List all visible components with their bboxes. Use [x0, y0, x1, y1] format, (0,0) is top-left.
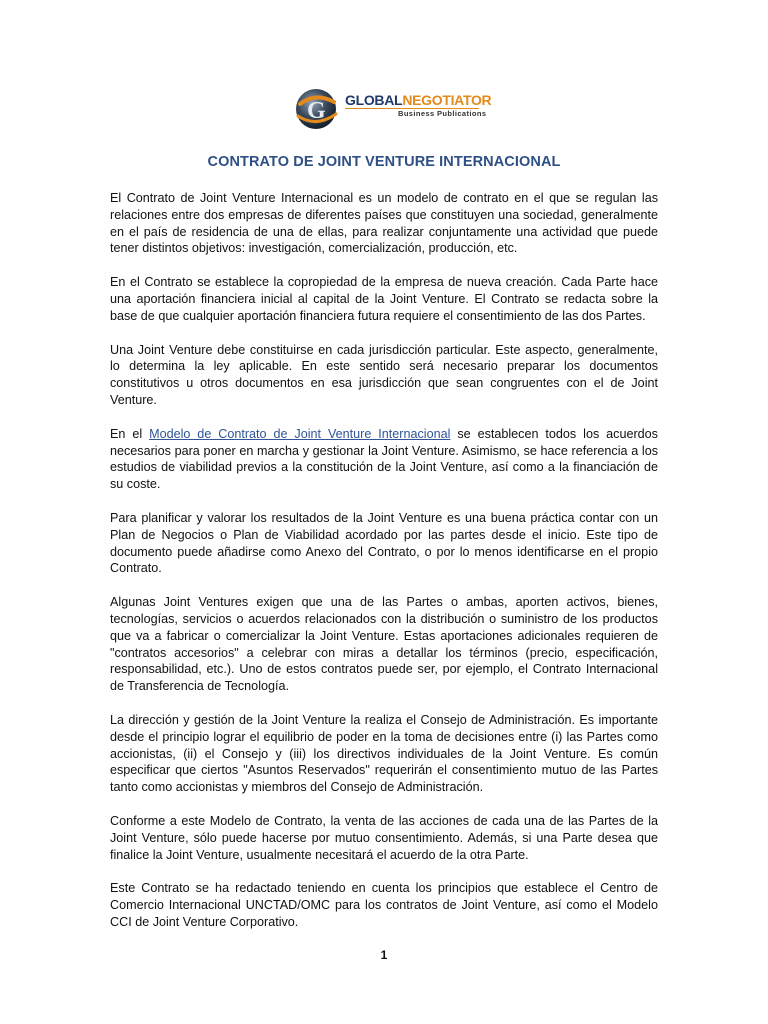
svg-text:G: G: [307, 98, 326, 124]
paragraph-5: Para planificar y valorar los resultados de la Joint Venture es una buena práctica contar con un Plan de Negocios o Plan de Viabilidad acordado por las partes desde el inicio. Este tipo de documento puede añadirse como Anexo del Contrato, o por lo menos identificarse en el propio Contrato.: [110, 510, 658, 576]
logo-brand-name: [345, 92, 491, 108]
globe-logo-icon: [290, 82, 342, 134]
paragraph-3: Una Joint Venture debe constituirse en cada jurisdicción particular. Este aspecto, generalmente, lo determina la ley aplicable. En este sentido será necesario preparar los documentos constitutivos u otros documentos en esa jurisdicción que sean congruentes con el de Joint Venture.: [110, 342, 658, 407]
logo-brand-part2: NEGOTIATOR: [402, 92, 492, 108]
logo-tagline: Business Publications: [398, 109, 487, 118]
paragraph-7: La dirección y gestión de la Joint Venture la realiza el Consejo de Administración. Es importante desde el principio lograr el equilibrio de poder en la toma de decisiones entre (i) las Partes como accionistas, (ii) el Consejo y (iii) los directivos individuales de la Joint Venture. Es común especificar que ciertos "Asuntos Reservados" requerirán el consentimiento mutuo de las Partes tanto como accionistas y miembros del Consejo de Administración.: [110, 712, 658, 795]
paragraph-4-rest: se establecen todos los acuerdos necesarios para poner en marcha y gestionar la Joint Venture. Asimismo, se hace referencia a los estudios de viabilidad previos a la constitución de la Joint Venture, así como a la financiación de su coste.: [110, 426, 658, 492]
model-contract-link[interactable]: Modelo de Contrato de Joint Venture Internacional: [149, 426, 451, 441]
document-title: CONTRATO DE JOINT VENTURE INTERNACIONAL: [207, 154, 561, 170]
paragraph-6: Algunas Joint Ventures exigen que una de las Partes o ambas, aporten activos, bienes, tecnologías, servicios o acuerdos relacionados con la distribución o suministro de los productos que va a fabricar o comercializar la Joint Venture. Estas aportaciones adicionales requieren de "contratos accesorios" a celebrar con miras a detallar los términos (precio, especificación, responsabilidad, etc.). Uno de estos contratos puede ser, por ejemplo, el Contrato Internacional de Transferencia de Tecnología.: [110, 595, 658, 694]
paragraph-9: Este Contrato se ha redactado teniendo en cuenta los principios que establece el Centro de Comercio Internacional UNCTAD/OMC para los contratos de Joint Venture, así como el Modelo CCI de Joint Venture Corporativo.: [110, 881, 658, 929]
page-number: 1: [380, 948, 388, 962]
paragraph-8: Conforme a este Modelo de Contrato, la venta de las acciones de cada una de las Partes de la Joint Venture, sólo puede hacerse por mutuo consentimiento. Además, si una Parte desea que finalice la Joint Venture, usualmente necesitará el acuerdo de la otra Parte.: [110, 813, 658, 862]
paragraph-4: [110, 426, 658, 493]
paragraph-1: El Contrato de Joint Venture Internacional es un modelo de contrato en el que se regulan las relaciones entre dos empresas de diferentes países que constituyen una sociedad, generalmente en el país de residencia de una de ellas, para realizar conjuntamente una actividad que puede tener distintos objetivos: investigación, comercialización, producción, etc.: [110, 191, 658, 256]
global-negotiator-logo: [290, 82, 490, 134]
paragraph-4-lead: En el: [110, 426, 150, 441]
paragraph-2: En el Contrato se establece la copropiedad de la empresa de nueva creación. Cada Parte hace una aportación financiera inicial al capital de la Joint Venture. El Contrato se redacta sobre la base de que cualquier aportación financiera futura requiere el consentimiento de las dos Partes.: [110, 275, 658, 323]
document-body: [110, 190, 658, 948]
logo-brand-part1: GLOBAL: [345, 92, 403, 108]
